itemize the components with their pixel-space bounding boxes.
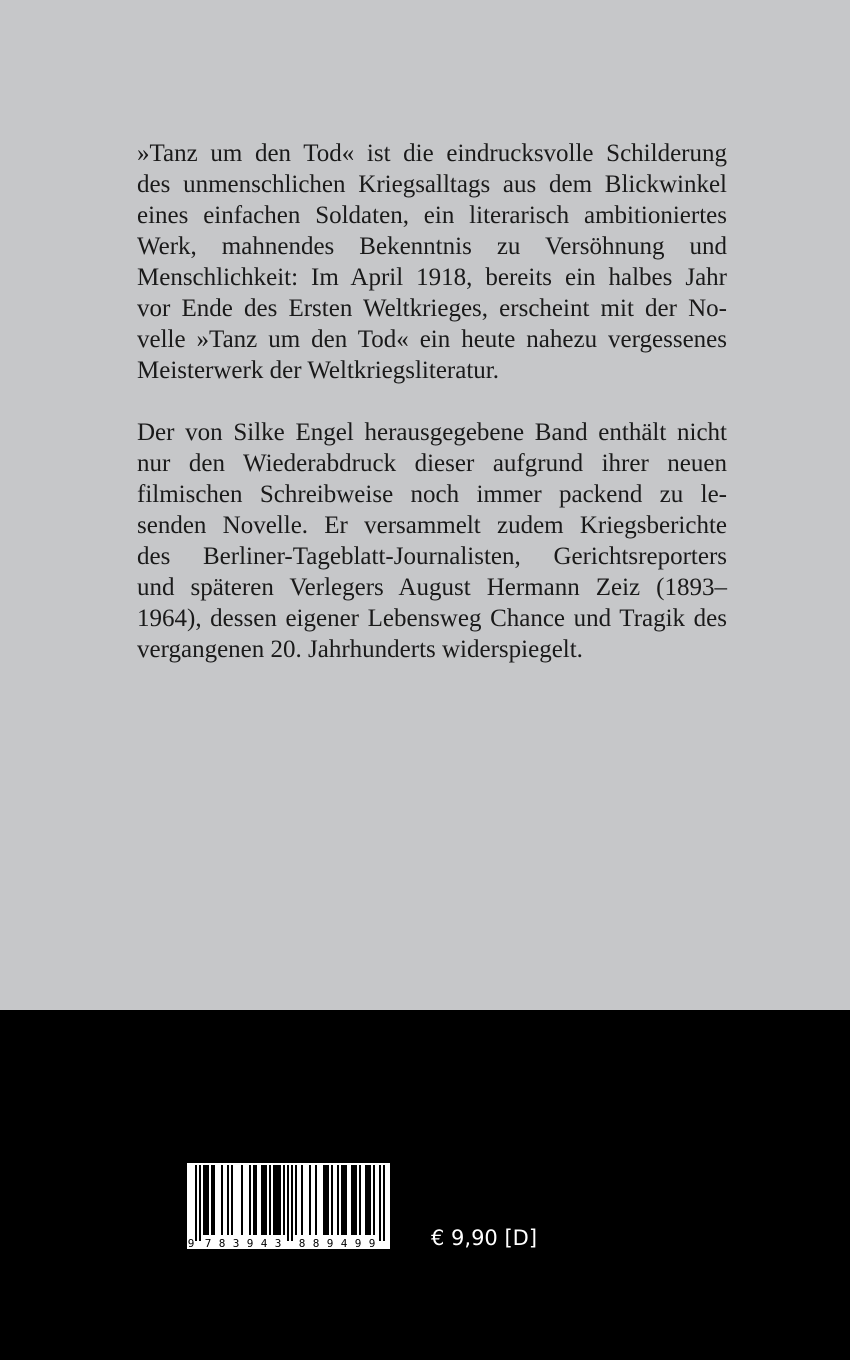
barcode-bar: [279, 1165, 281, 1235]
blurb-line: des Berliner-Tageblatt-Journalisten, Gerichtsreporters: [137, 543, 727, 570]
barcode-bar: [253, 1165, 255, 1235]
barcode-bar: [343, 1165, 345, 1235]
barcode-bar: [351, 1165, 353, 1235]
blurb-line: vor Ende des Ersten Weltkrieges, erscheint mit der No-: [137, 295, 727, 322]
blurb-line: eines einfachen Soldaten, ein literarisch ambitioniertes: [137, 202, 727, 229]
barcode-bar: [345, 1165, 347, 1235]
barcode-bar: [213, 1165, 215, 1235]
barcode-digit: 4: [340, 1237, 348, 1249]
blurb-text: [137, 138, 727, 665]
barcode-bar: [337, 1165, 339, 1235]
barcode-digit: 9: [187, 1237, 195, 1249]
blurb-line: filmischen Schreibweise noch immer packend zu le-: [137, 481, 727, 508]
barcode-digit: 8: [298, 1237, 306, 1249]
paragraph-gap: [137, 386, 727, 417]
barcode-bar: [241, 1165, 243, 1235]
barcode-bar: [265, 1165, 267, 1235]
barcode-bar: [309, 1165, 311, 1235]
barcode-bar: [367, 1165, 369, 1235]
barcode-bar: [301, 1165, 303, 1235]
barcode-bar: [355, 1165, 357, 1235]
barcode-bar: [199, 1165, 201, 1241]
barcode-bar: [379, 1165, 381, 1241]
blurb-line: vergangenen 20. Jahrhunderts widerspiegelt.: [137, 636, 583, 663]
barcode-digit: 7: [204, 1237, 212, 1249]
barcode-bar: [261, 1165, 263, 1235]
ean13-barcode-icon: [187, 1163, 390, 1249]
barcode-bar: [341, 1165, 343, 1235]
barcode-bar: [195, 1165, 197, 1241]
barcode-bar: [221, 1165, 223, 1235]
blurb-line: nur den Wiederabdruck dieser aufgrund ihrer neuen: [137, 450, 727, 477]
barcode-bar: [365, 1165, 367, 1235]
blurb-line: Menschlichkeit: Im April 1918, bereits ein halbes Jahr: [137, 264, 727, 291]
barcode-digit: 9: [354, 1237, 362, 1249]
barcode-bar: [255, 1165, 257, 1235]
barcode-digit: 8: [218, 1237, 226, 1249]
barcode-bar: [227, 1165, 229, 1235]
barcode-bar: [287, 1165, 289, 1241]
barcode-digit: 8: [312, 1237, 320, 1249]
barcode-bar: [331, 1165, 333, 1235]
blurb-line: des unmenschlichen Kriegsalltags aus dem Blickwinkel: [137, 171, 727, 198]
barcode-digit: 4: [260, 1237, 268, 1249]
barcode-digit: 3: [232, 1237, 240, 1249]
price-label: € 9,90 [D]: [431, 1226, 538, 1250]
barcode-digit: 3: [274, 1237, 282, 1249]
barcode-bar: [203, 1165, 205, 1235]
barcode-bar: [325, 1165, 327, 1235]
blurb-line: »Tanz um den Tod« ist die eindrucksvolle Schilderung: [137, 140, 727, 167]
barcode-bar: [249, 1165, 251, 1235]
barcode-bar: [273, 1165, 275, 1235]
barcode-digit: 9: [246, 1237, 254, 1249]
blurb-line: velle »Tanz um den Tod« ein heute nahezu vergessenes: [137, 326, 727, 353]
blurb-line: Meisterwerk der Weltkriegsliteratur.: [137, 357, 499, 384]
barcode-bar: [291, 1165, 293, 1241]
barcode-bar: [295, 1165, 297, 1235]
barcode-bar: [359, 1165, 361, 1235]
barcode-bar: [277, 1165, 279, 1235]
barcode-bar: [369, 1165, 371, 1235]
barcode-bar: [283, 1165, 285, 1235]
barcode-bar: [315, 1165, 317, 1235]
barcode-bar: [211, 1165, 213, 1235]
blurb-line: Der von Silke Engel herausgegebene Band enthält nicht: [137, 419, 727, 446]
barcode-bar: [323, 1165, 325, 1235]
blurb-line: und späteren Verlegers August Hermann Zeiz (1893–: [137, 574, 727, 601]
barcode: [187, 1163, 390, 1249]
barcode-bar: [373, 1165, 375, 1235]
barcode-bar: [275, 1165, 277, 1235]
blurb-line: senden Novelle. Er versammelt zudem Kriegsberichte: [137, 512, 727, 539]
barcode-bar: [327, 1165, 329, 1235]
barcode-bar: [353, 1165, 355, 1235]
barcode-bar: [269, 1165, 271, 1235]
blurb-line: 1964), dessen eigener Lebensweg Chance und Tragik des: [137, 605, 727, 632]
footer-panel: [0, 1010, 850, 1360]
barcode-digit: 9: [326, 1237, 334, 1249]
barcode-bar: [205, 1165, 207, 1235]
barcode-bar: [231, 1165, 233, 1235]
barcode-bar: [207, 1165, 209, 1235]
barcode-bar: [383, 1165, 385, 1241]
barcode-bar: [263, 1165, 265, 1235]
barcode-digit: 9: [368, 1237, 376, 1249]
blurb-line: Werk, mahnendes Bekenntnis zu Versöhnung und: [137, 233, 727, 260]
